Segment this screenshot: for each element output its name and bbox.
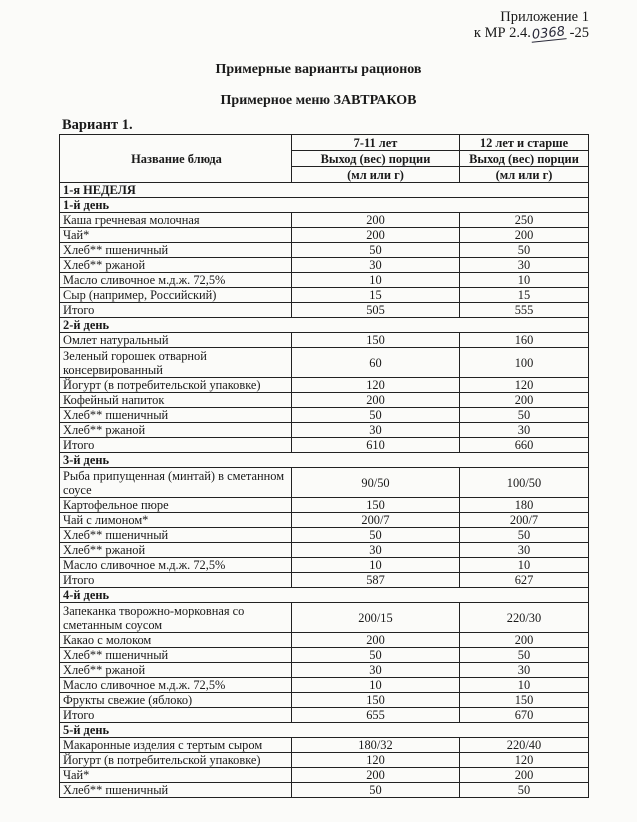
portion-12-plus-cell: 180 bbox=[460, 498, 589, 513]
dish-name-cell: Хлеб** ржаной bbox=[60, 423, 292, 438]
table-row bbox=[60, 558, 589, 573]
portion-12-plus-cell: 220/30 bbox=[460, 603, 589, 633]
variant-heading: Вариант 1. bbox=[62, 117, 133, 133]
table-row bbox=[60, 738, 589, 753]
portion-12-plus-cell: 10 bbox=[460, 678, 589, 693]
portion-12-plus-cell: 220/40 bbox=[460, 738, 589, 753]
table-row bbox=[60, 393, 589, 408]
dish-name-cell: Хлеб** пшеничный bbox=[60, 528, 292, 543]
table-row bbox=[60, 273, 589, 288]
portion-7-11-cell: 50 bbox=[292, 648, 460, 663]
portion-12-plus-cell: 15 bbox=[460, 288, 589, 303]
day-title: 2-й день bbox=[60, 318, 589, 333]
portion-12-plus-cell: 100/50 bbox=[460, 468, 589, 498]
header-yield-2: Выход (вес) порции bbox=[460, 151, 589, 167]
portion-7-11-cell: 150 bbox=[292, 498, 460, 513]
portion-7-11-cell: 10 bbox=[292, 678, 460, 693]
dish-name-cell: Макаронные изделия с тертым сыром bbox=[60, 738, 292, 753]
day-row bbox=[60, 198, 589, 213]
day-title: 3-й день bbox=[60, 453, 589, 468]
dish-name-cell: Чай с лимоном* bbox=[60, 513, 292, 528]
portion-7-11-cell: 610 bbox=[292, 438, 460, 453]
dish-name-cell: Рыба припущенная (минтай) в сметанном соусе bbox=[60, 468, 292, 498]
table-row bbox=[60, 513, 589, 528]
dish-name-cell: Итого bbox=[60, 573, 292, 588]
portion-7-11-cell: 50 bbox=[292, 243, 460, 258]
header-row-ages bbox=[60, 135, 589, 151]
portion-12-plus-cell: 160 bbox=[460, 333, 589, 348]
table-row bbox=[60, 408, 589, 423]
portion-7-11-cell: 200/7 bbox=[292, 513, 460, 528]
mr-reference bbox=[474, 25, 589, 41]
portion-12-plus-cell: 100 bbox=[460, 348, 589, 378]
header-age-12-plus: 12 лет и старше bbox=[460, 135, 589, 151]
portion-7-11-cell: 150 bbox=[292, 693, 460, 708]
portion-12-plus-cell: 150 bbox=[460, 693, 589, 708]
table-row bbox=[60, 303, 589, 318]
table-row bbox=[60, 768, 589, 783]
dish-name-cell: Масло сливочное м.д.ж. 72,5% bbox=[60, 678, 292, 693]
portion-12-plus-cell: 200 bbox=[460, 633, 589, 648]
table-row bbox=[60, 753, 589, 768]
portion-7-11-cell: 10 bbox=[292, 558, 460, 573]
portion-7-11-cell: 200/15 bbox=[292, 603, 460, 633]
header-unit-1: (мл или г) bbox=[292, 167, 460, 183]
dish-name-cell: Зеленый горошек отварной консервированный bbox=[60, 348, 292, 378]
table-row bbox=[60, 243, 589, 258]
header-unit-2: (мл или г) bbox=[460, 167, 589, 183]
table-row bbox=[60, 663, 589, 678]
portion-7-11-cell: 200 bbox=[292, 768, 460, 783]
menu-table bbox=[59, 134, 589, 798]
day-row bbox=[60, 588, 589, 603]
appendix-label: Приложение 1 bbox=[500, 9, 589, 25]
day-row bbox=[60, 453, 589, 468]
portion-12-plus-cell: 555 bbox=[460, 303, 589, 318]
day-title: 5-й день bbox=[60, 723, 589, 738]
portion-7-11-cell: 200 bbox=[292, 393, 460, 408]
table-row bbox=[60, 498, 589, 513]
header-dish-name: Название блюда bbox=[60, 135, 292, 183]
dish-name-cell: Чай* bbox=[60, 228, 292, 243]
day-title: 4-й день bbox=[60, 588, 589, 603]
dish-name-cell: Чай* bbox=[60, 768, 292, 783]
portion-12-plus-cell: 30 bbox=[460, 423, 589, 438]
day-title: 1-й день bbox=[60, 198, 589, 213]
dish-name-cell: Запеканка творожно-морковная со сметанным соусом bbox=[60, 603, 292, 633]
portion-12-plus-cell: 200 bbox=[460, 768, 589, 783]
table-row bbox=[60, 528, 589, 543]
mr-handwritten-number: 0368 bbox=[531, 24, 566, 43]
portion-12-plus-cell: 50 bbox=[460, 783, 589, 798]
dish-name-cell: Итого bbox=[60, 708, 292, 723]
table-row bbox=[60, 348, 589, 378]
mr-prefix: к МР 2.4. bbox=[473, 25, 531, 41]
dish-name-cell: Омлет натуральный bbox=[60, 333, 292, 348]
dish-name-cell: Каша гречневая молочная bbox=[60, 213, 292, 228]
dish-name-cell: Хлеб** пшеничный bbox=[60, 648, 292, 663]
portion-12-plus-cell: 10 bbox=[460, 273, 589, 288]
table-row bbox=[60, 228, 589, 243]
dish-name-cell: Хлеб** ржаной bbox=[60, 258, 292, 273]
portion-7-11-cell: 587 bbox=[292, 573, 460, 588]
dish-name-cell: Итого bbox=[60, 438, 292, 453]
portion-7-11-cell: 30 bbox=[292, 663, 460, 678]
portion-12-plus-cell: 50 bbox=[460, 408, 589, 423]
dish-name-cell: Хлеб** пшеничный bbox=[60, 783, 292, 798]
day-row bbox=[60, 318, 589, 333]
portion-12-plus-cell: 200 bbox=[460, 393, 589, 408]
header-age-7-11: 7-11 лет bbox=[292, 135, 460, 151]
dish-name-cell: Какао с молоком bbox=[60, 633, 292, 648]
portion-12-plus-cell: 200 bbox=[460, 228, 589, 243]
dish-name-cell: Хлеб** ржаной bbox=[60, 543, 292, 558]
table-row bbox=[60, 438, 589, 453]
portion-7-11-cell: 15 bbox=[292, 288, 460, 303]
table-row bbox=[60, 648, 589, 663]
portion-7-11-cell: 505 bbox=[292, 303, 460, 318]
portion-7-11-cell: 655 bbox=[292, 708, 460, 723]
portion-12-plus-cell: 50 bbox=[460, 648, 589, 663]
portion-12-plus-cell: 660 bbox=[460, 438, 589, 453]
portion-7-11-cell: 200 bbox=[292, 228, 460, 243]
dish-name-cell: Хлеб** пшеничный bbox=[60, 243, 292, 258]
table-row bbox=[60, 468, 589, 498]
portion-12-plus-cell: 30 bbox=[460, 258, 589, 273]
table-row bbox=[60, 423, 589, 438]
portion-12-plus-cell: 120 bbox=[460, 378, 589, 393]
dish-name-cell: Итого bbox=[60, 303, 292, 318]
table-row bbox=[60, 678, 589, 693]
day-row bbox=[60, 723, 589, 738]
portion-12-plus-cell: 670 bbox=[460, 708, 589, 723]
table-row bbox=[60, 378, 589, 393]
portion-12-plus-cell: 30 bbox=[460, 543, 589, 558]
portion-12-plus-cell: 200/7 bbox=[460, 513, 589, 528]
portion-12-plus-cell: 250 bbox=[460, 213, 589, 228]
dish-name-cell: Фрукты свежие (яблоко) bbox=[60, 693, 292, 708]
portion-7-11-cell: 200 bbox=[292, 213, 460, 228]
table-row bbox=[60, 708, 589, 723]
dish-name-cell: Йогурт (в потребительской упаковке) bbox=[60, 378, 292, 393]
menu-title: Примерное меню ЗАВТРАКОВ bbox=[220, 93, 417, 108]
portion-12-plus-cell: 120 bbox=[460, 753, 589, 768]
portion-7-11-cell: 50 bbox=[292, 783, 460, 798]
portion-12-plus-cell: 30 bbox=[460, 663, 589, 678]
table-row bbox=[60, 213, 589, 228]
dish-name-cell: Кофейный напиток bbox=[60, 393, 292, 408]
dish-name-cell: Сыр (например, Российский) bbox=[60, 288, 292, 303]
mr-suffix: -25 bbox=[569, 25, 589, 41]
table-row bbox=[60, 573, 589, 588]
portion-7-11-cell: 30 bbox=[292, 543, 460, 558]
dish-name-cell: Хлеб** ржаной bbox=[60, 663, 292, 678]
portion-7-11-cell: 180/32 bbox=[292, 738, 460, 753]
portion-12-plus-cell: 627 bbox=[460, 573, 589, 588]
table-row bbox=[60, 603, 589, 633]
table-row bbox=[60, 633, 589, 648]
table-row bbox=[60, 258, 589, 273]
week-label: 1-я НЕДЕЛЯ bbox=[60, 183, 589, 198]
table-row bbox=[60, 288, 589, 303]
portion-12-plus-cell: 10 bbox=[460, 558, 589, 573]
header-yield-1: Выход (вес) порции bbox=[292, 151, 460, 167]
table-row bbox=[60, 543, 589, 558]
table-row bbox=[60, 333, 589, 348]
portion-7-11-cell: 10 bbox=[292, 273, 460, 288]
table-row bbox=[60, 693, 589, 708]
portion-7-11-cell: 30 bbox=[292, 423, 460, 438]
dish-name-cell: Хлеб** пшеничный bbox=[60, 408, 292, 423]
portion-12-plus-cell: 50 bbox=[460, 528, 589, 543]
portion-7-11-cell: 120 bbox=[292, 378, 460, 393]
portion-7-11-cell: 60 bbox=[292, 348, 460, 378]
appendix-reference bbox=[474, 9, 589, 41]
dish-name-cell: Йогурт (в потребительской упаковке) bbox=[60, 753, 292, 768]
portion-7-11-cell: 50 bbox=[292, 408, 460, 423]
dish-name-cell: Масло сливочное м.д.ж. 72,5% bbox=[60, 558, 292, 573]
portion-7-11-cell: 120 bbox=[292, 753, 460, 768]
table-row bbox=[60, 783, 589, 798]
portion-7-11-cell: 150 bbox=[292, 333, 460, 348]
dish-name-cell: Картофельное пюре bbox=[60, 498, 292, 513]
portion-7-11-cell: 90/50 bbox=[292, 468, 460, 498]
page-title: Примерные варианты рационов bbox=[215, 62, 422, 77]
dish-name-cell: Масло сливочное м.д.ж. 72,5% bbox=[60, 273, 292, 288]
portion-12-plus-cell: 50 bbox=[460, 243, 589, 258]
portion-7-11-cell: 50 bbox=[292, 528, 460, 543]
week-row bbox=[60, 183, 589, 198]
portion-7-11-cell: 30 bbox=[292, 258, 460, 273]
portion-7-11-cell: 200 bbox=[292, 633, 460, 648]
